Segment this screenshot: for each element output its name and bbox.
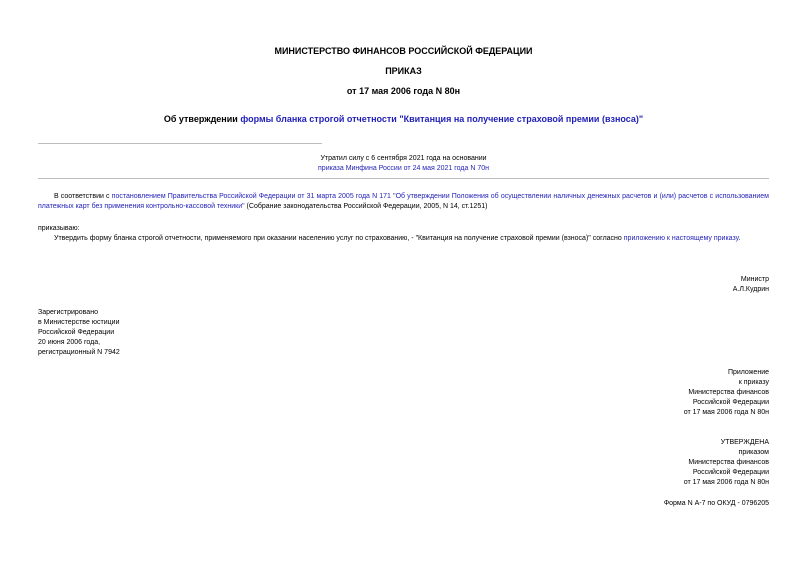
title-link[interactable]: формы бланка строгой отчетности "Квитанция на получение страховой премии (взноса)" — [240, 114, 644, 124]
order-heading: ПРИКАЗ — [385, 66, 422, 76]
full-divider — [38, 178, 769, 179]
preamble-paragraph — [38, 192, 769, 212]
appendix-block — [684, 368, 769, 418]
order-end: . — [738, 235, 741, 242]
signature-block — [733, 275, 769, 295]
approved-line: Министерства финансов — [688, 459, 769, 466]
appendix-line: Министерства финансов — [688, 389, 769, 396]
registration-line: 20 июня 2006 года, — [38, 339, 101, 346]
status-note — [0, 154, 807, 174]
ministry-heading: МИНИСТЕРСТВО ФИНАНСОВ РОССИЙСКОЙ ФЕДЕРАЦИИ — [274, 46, 533, 56]
registration-line: Зарегистрировано — [38, 309, 98, 316]
preamble-source: (Собрание законодательства Российской Федерации, 2005, N 14, ст.1251) — [244, 203, 488, 210]
status-link[interactable]: приказа Минфина России от 24 мая 2021 года N 70н — [318, 165, 489, 172]
form-code: Форма N А-7 по ОКУД - 0796205 — [663, 500, 769, 507]
preamble-text: В соответствии с — [54, 193, 112, 200]
title-prefix: Об утверждении — [163, 114, 241, 124]
approved-line: от 17 мая 2006 года N 80н — [683, 479, 769, 486]
signature-name: А.Л.Кудрин — [732, 286, 769, 293]
short-divider — [38, 143, 322, 144]
order-link[interactable]: приложению к настоящему приказу — [623, 235, 739, 242]
registration-block — [38, 308, 120, 358]
document-title — [0, 114, 807, 124]
appendix-line: Приложение — [727, 369, 769, 376]
preamble-link[interactable]: постановлением Правительства Российской Федерации от 31 марта 2005 года N 171 "Об утверждении Положения об осуществлении наличных денежных расчетов и (или) расчетов с использованием платежных карт без применения контрольно-кассовой техники" — [38, 193, 769, 210]
order-verb: приказываю: — [38, 225, 80, 232]
appendix-line: к приказу — [738, 379, 769, 386]
registration-line: регистрационный N 7942 — [38, 349, 120, 356]
approved-line: УТВЕРЖДЕНА — [720, 439, 769, 446]
registration-line: Российской Федерации — [38, 329, 115, 336]
order-text: Утвердить форму бланка строгой отчетности, применяемого при оказании населению услуг по страхованию, - "Квитанция на получение страховой премии (взноса)" согласно — [54, 235, 624, 242]
appendix-line: Российской Федерации — [692, 399, 769, 406]
registration-line: в Министерстве юстиции — [38, 319, 120, 326]
status-line: Утратил силу с 6 сентября 2021 года на основании — [320, 155, 487, 162]
order-paragraph — [54, 234, 769, 244]
order-date: от 17 мая 2006 года N 80н — [346, 86, 461, 96]
approved-line: Российской Федерации — [692, 469, 769, 476]
signature-position: Министр — [740, 276, 769, 283]
approved-block — [684, 438, 769, 488]
approved-line: приказом — [738, 449, 769, 456]
appendix-line: от 17 мая 2006 года N 80н — [683, 409, 769, 416]
